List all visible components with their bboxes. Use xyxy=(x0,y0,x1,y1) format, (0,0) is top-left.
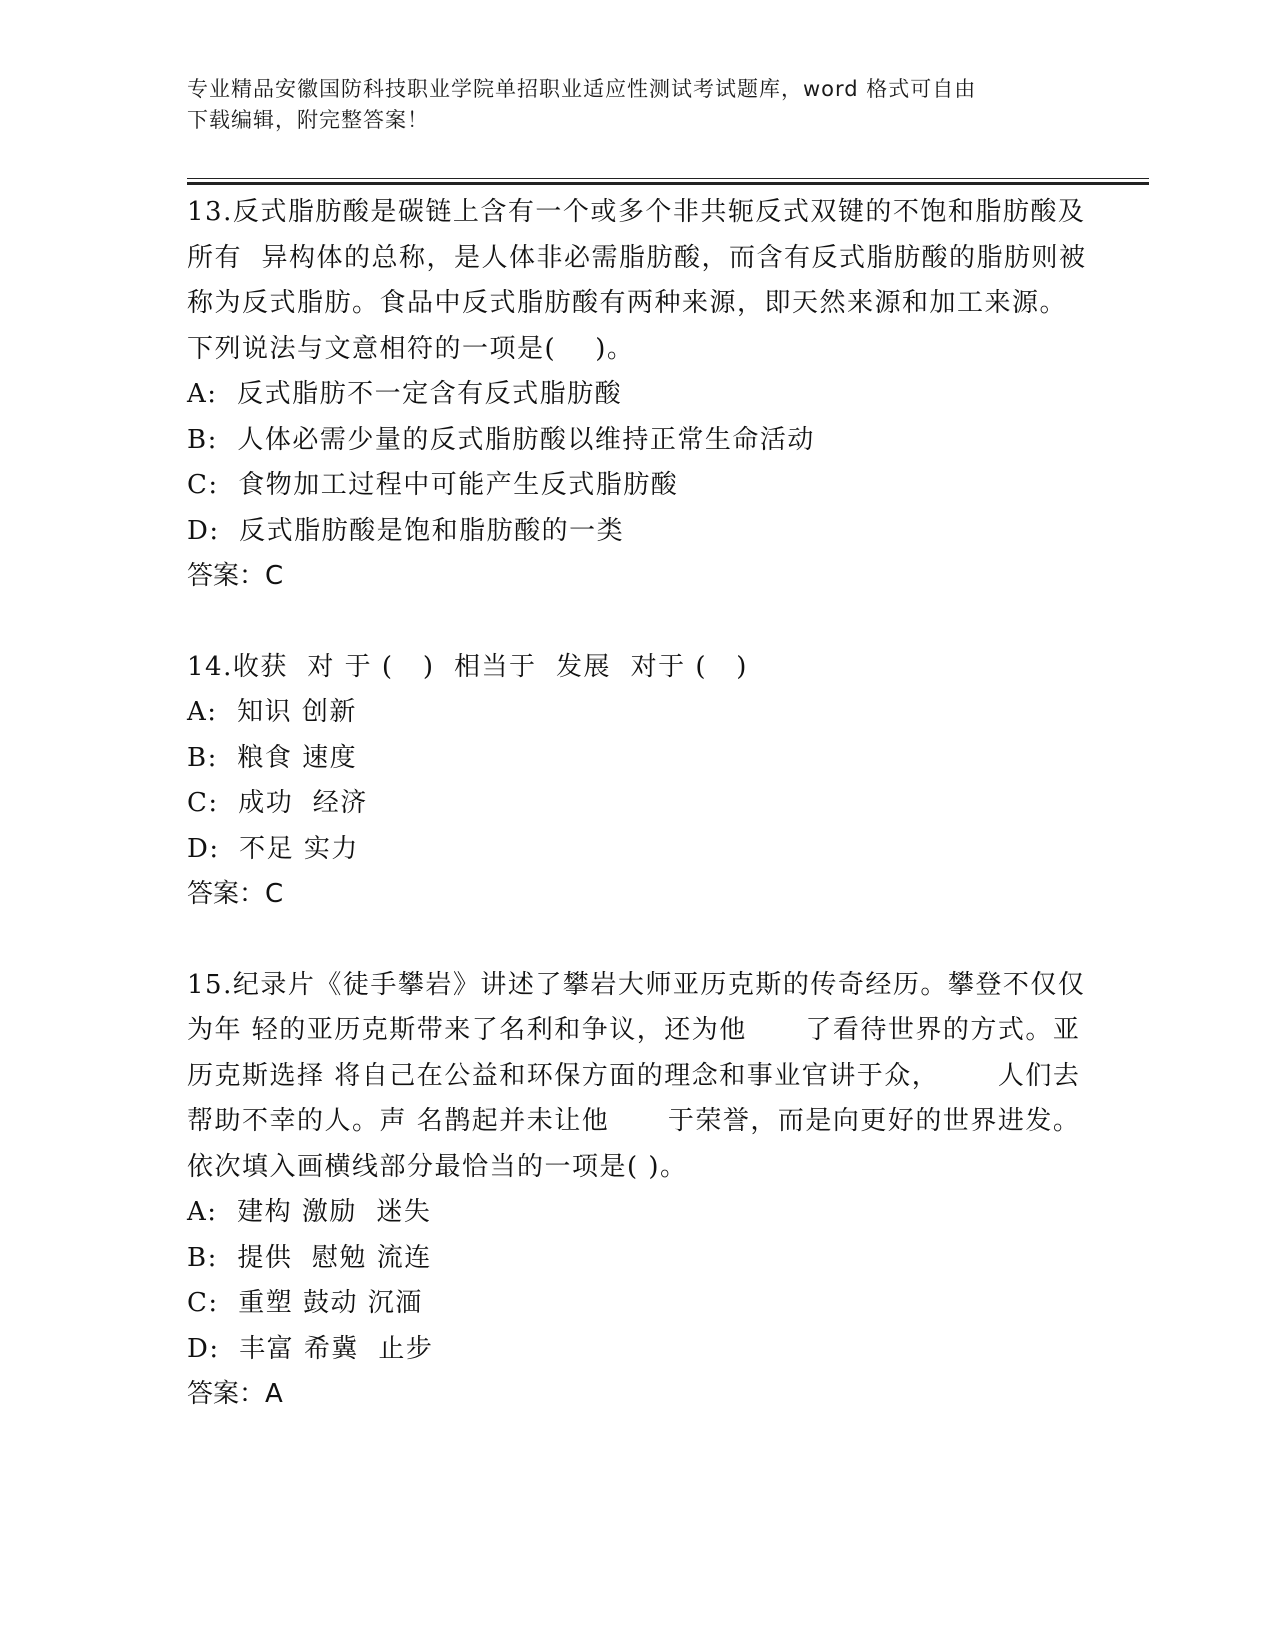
option-text: 重塑 鼓动 沉湎 xyxy=(238,1288,423,1318)
option-text: 建构 激励 迷失 xyxy=(237,1197,432,1227)
option-key: D: xyxy=(187,833,220,864)
option-key: A: xyxy=(187,697,218,727)
option-key: C: xyxy=(187,1288,219,1318)
header-line-2: 下载编辑，附完整答案！ xyxy=(187,108,429,132)
option-c xyxy=(187,463,1087,509)
answer-line: 答案：C xyxy=(187,879,284,909)
option-text: 知识 创新 xyxy=(237,697,357,727)
option-c xyxy=(187,1281,1087,1327)
option-d xyxy=(187,1327,1087,1373)
option-c xyxy=(187,781,1087,827)
option-b xyxy=(187,1236,1087,1282)
option-text: 提供 慰勉 流连 xyxy=(237,1242,432,1273)
option-text: 不足 实力 xyxy=(239,833,359,864)
question-stem: 14.收获 对 于 ( ) 相当于 发展 对于 ( ) xyxy=(187,651,748,682)
option-d xyxy=(187,509,1087,555)
header-line-1: 专业精品安徽国防科技职业学院单招职业适应性测试考试题库，word 格式可自由 xyxy=(187,77,977,101)
option-key: A: xyxy=(187,1197,218,1227)
option-text: 人体必需少量的反式脂肪酸以维持正常生命活动 xyxy=(237,424,815,455)
option-b xyxy=(187,736,1087,782)
question-stem: 15.纪录片《徒手攀岩》讲述了攀岩大师亚历克斯的传奇经历。攀登不仅仅为年 轻的亚历克斯带来了名利和争议，还为他 了看待世界的方式。亚历克斯选择 将自己在公益和环保方面的理念和事业官讲于众， 人们去帮助不幸的人。声 名鹊起并未让他 于荣誉，而是向更好的世界进发。依次填入画横线部分最恰当的一项是( )。 xyxy=(187,969,1086,1182)
option-key: C: xyxy=(187,470,219,500)
option-text: 丰富 希冀 止步 xyxy=(239,1333,434,1364)
page-header xyxy=(187,74,1087,136)
answer-line: 答案：A xyxy=(187,1379,283,1409)
option-a xyxy=(187,690,1087,736)
option-key: D: xyxy=(187,515,220,546)
option-text: 反式脂肪不一定含有反式脂肪酸 xyxy=(237,379,623,409)
option-text: 反式脂肪酸是饱和脂肪酸的一类 xyxy=(239,515,625,546)
question-spacer xyxy=(187,918,1087,963)
header-rule-thin xyxy=(187,178,1149,179)
question-13 xyxy=(187,190,1087,600)
answer-line: 答案：C xyxy=(187,561,284,591)
option-key: C: xyxy=(187,788,219,818)
question-15 xyxy=(187,963,1087,1418)
option-key: A: xyxy=(187,379,218,409)
option-d xyxy=(187,827,1087,873)
option-key: B: xyxy=(187,424,218,455)
option-a xyxy=(187,1190,1087,1236)
question-stem: 13.反式脂肪酸是碳链上含有一个或多个非共轭反式双键的不饱和脂肪酸及所有 异构体的总称，是人体非必需脂肪酸，而含有反式脂肪酸的脂肪则被称为反式脂肪。食品中反式脂肪酸有两种来源，即天然来源和加工来源。下列说法与文意相符的一项是( )。 xyxy=(187,197,1087,364)
option-key: D: xyxy=(187,1333,220,1364)
option-key: B: xyxy=(187,742,218,773)
option-b xyxy=(187,418,1087,464)
question-list xyxy=(187,190,1087,1418)
header-rule-thick xyxy=(187,182,1149,185)
option-text: 成功 经济 xyxy=(238,788,368,818)
question-14 xyxy=(187,645,1087,918)
question-spacer xyxy=(187,600,1087,645)
option-text: 粮食 速度 xyxy=(237,742,358,773)
option-text: 食物加工过程中可能产生反式脂肪酸 xyxy=(238,470,679,500)
option-key: B: xyxy=(187,1242,218,1273)
option-a xyxy=(187,372,1087,418)
